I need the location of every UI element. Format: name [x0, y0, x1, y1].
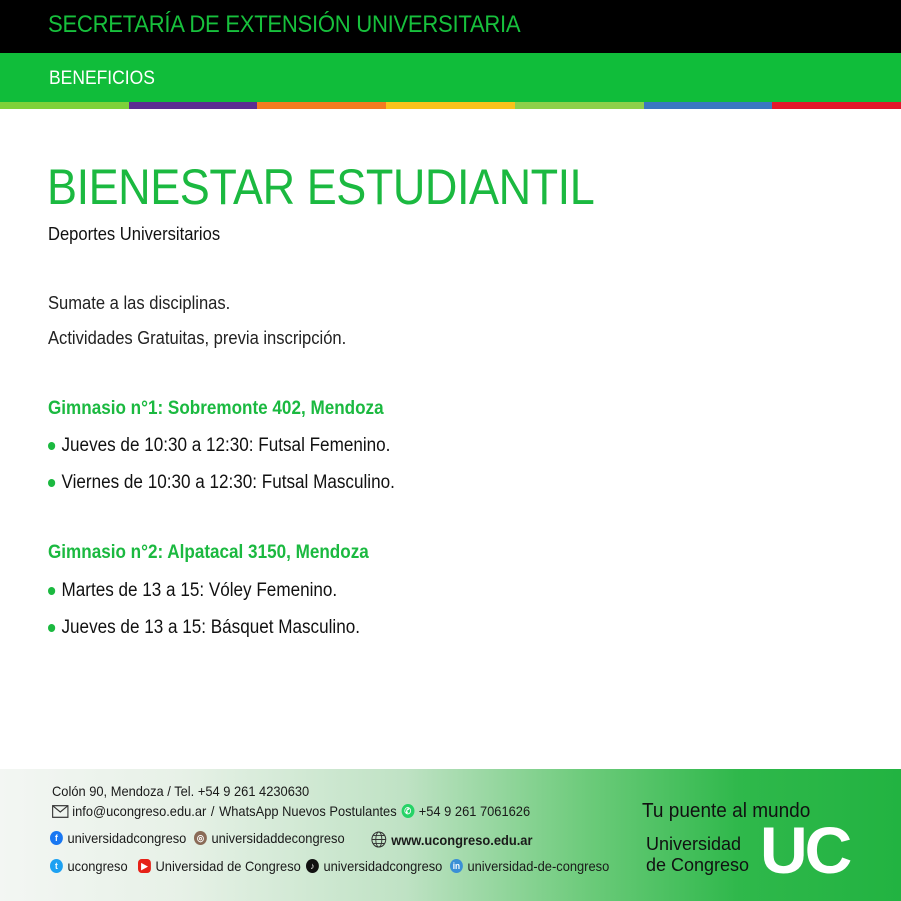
social-link-twitter[interactable] — [50, 858, 128, 874]
bullet-icon — [48, 587, 55, 595]
list-item — [48, 435, 390, 457]
bullet-icon — [48, 624, 55, 632]
uc-logo: UC — [760, 813, 850, 887]
linkedin-handle: universidad-de-congreso — [467, 858, 610, 874]
intro-text: Actividades Gratuitas, previa inscripción. — [48, 328, 347, 348]
twitter-handle: ucongreso — [67, 858, 128, 874]
stripe — [644, 102, 773, 109]
bullet-icon — [48, 442, 55, 450]
email-link[interactable]: info@ucongreso.edu.ar — [72, 803, 207, 819]
contact-line — [52, 803, 530, 819]
logo-text-line2: de Congreso — [646, 855, 750, 875]
slogan: Tu puente al mundo — [642, 800, 811, 822]
email-icon — [52, 805, 69, 818]
facebook-icon: f — [50, 831, 63, 845]
whatsapp-label: WhatsApp Nuevos Postulantes — [219, 803, 397, 819]
stripe — [257, 102, 386, 109]
schedule-text: Viernes de 10:30 a 12:30: Futsal Masculino. — [61, 472, 395, 493]
social-link-linkedin[interactable] — [450, 858, 609, 874]
top-header-bar — [0, 0, 901, 53]
instagram-icon: ◎ — [194, 831, 207, 845]
bullet-icon — [48, 479, 55, 487]
address: Colón 90, Mendoza / Tel. +54 9 261 4230630 — [52, 783, 310, 799]
social-link-instagram[interactable] — [194, 830, 345, 846]
list-item — [48, 617, 360, 639]
schedule-text: Jueves de 13 a 15: Básquet Masculino. — [61, 617, 360, 638]
youtube-channel: Universidad de Congreso — [155, 858, 301, 874]
stripe — [129, 102, 258, 109]
social-link-tiktok[interactable] — [306, 858, 442, 874]
instagram-handle: universidaddecongreso — [211, 830, 345, 846]
list-item — [48, 580, 337, 602]
list-item — [48, 472, 395, 494]
website-url: www.ucongreso.edu.ar — [391, 831, 533, 848]
venue-heading: Gimnasio n°1: Sobremonte 402, Mendoza — [48, 398, 384, 419]
color-stripes — [0, 102, 901, 109]
whatsapp-number[interactable]: +54 9 261 7061626 — [418, 803, 531, 819]
linkedin-icon: in — [450, 859, 463, 873]
logo-text-line1: Universidad — [646, 834, 742, 854]
venue-heading: Gimnasio n°2: Alpatacal 3150, Mendoza — [48, 542, 369, 563]
page-title: BIENESTAR ESTUDIANTIL — [47, 159, 595, 215]
separator: / — [210, 803, 215, 819]
tiktok-handle: universidadcongreso — [323, 858, 443, 874]
intro-text: Sumate a las disciplinas. — [48, 293, 231, 313]
whatsapp-icon: ✆ — [401, 804, 414, 818]
youtube-icon: ▶ — [138, 859, 151, 873]
social-link-youtube[interactable] — [138, 858, 301, 874]
section-title: BENEFICIOS — [49, 68, 155, 89]
schedule-text: Martes de 13 a 15: Vóley Femenino. — [61, 580, 338, 601]
website-link[interactable] — [371, 831, 532, 848]
facebook-handle: universidadcongreso — [67, 830, 187, 846]
globe-icon — [371, 831, 387, 848]
schedule-text: Jueves de 10:30 a 12:30: Futsal Femenino. — [61, 435, 391, 456]
stripe — [772, 102, 901, 109]
page-subtitle: Deportes Universitarios — [48, 224, 221, 244]
stripe — [386, 102, 515, 109]
stripe — [515, 102, 644, 109]
twitter-icon: t — [50, 859, 63, 873]
stripe — [0, 102, 129, 109]
tiktok-icon: ♪ — [306, 859, 319, 873]
secretaria-title: SECRETARÍA DE EXTENSIÓN UNIVERSITARIA — [48, 11, 521, 38]
address-text — [52, 783, 309, 799]
social-link-facebook[interactable] — [50, 830, 186, 846]
section-bar — [0, 53, 901, 102]
